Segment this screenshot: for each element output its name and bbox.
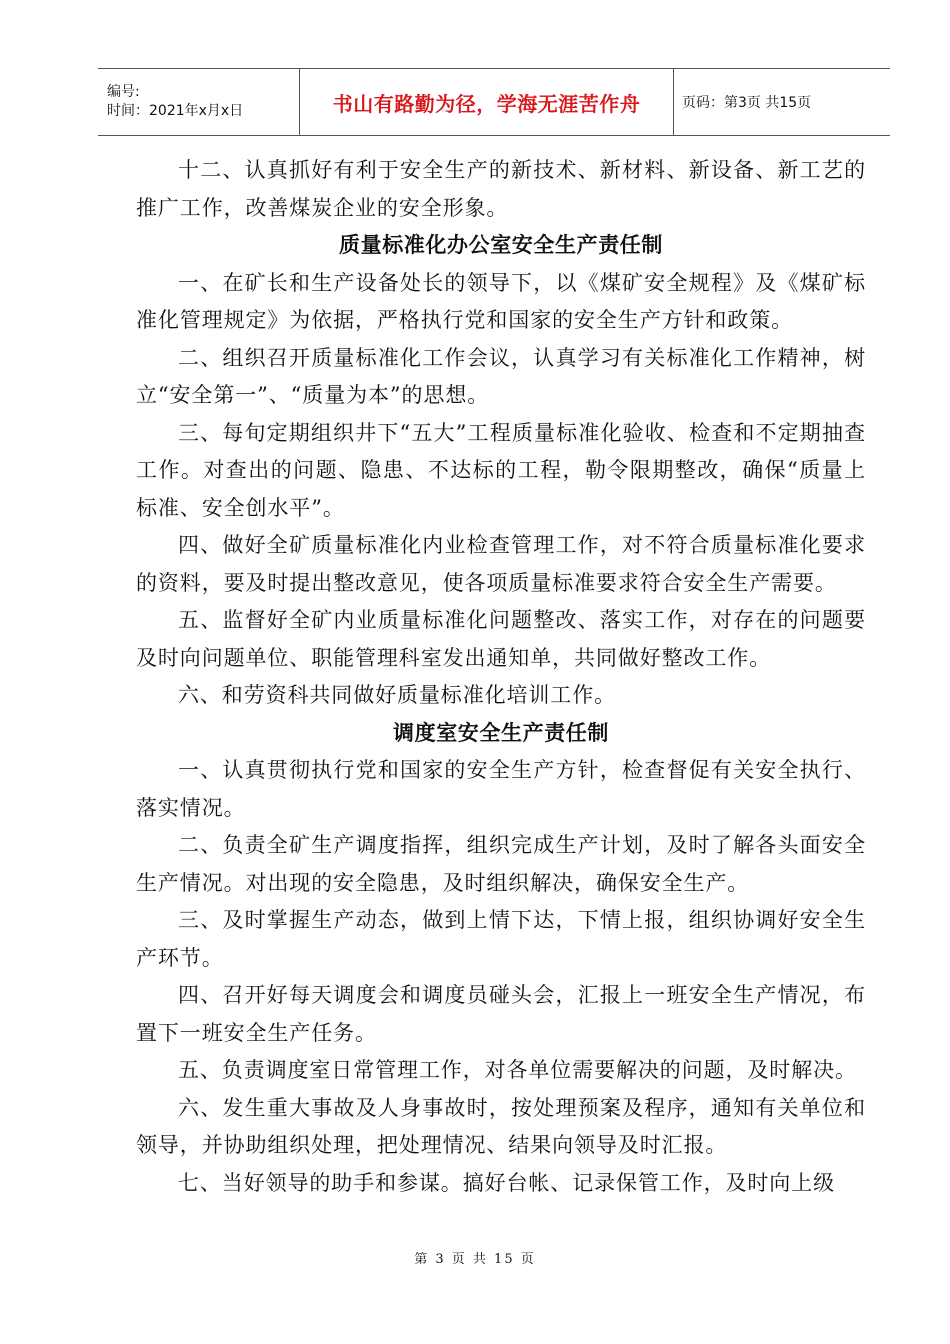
paragraph: 二、负责全矿生产调度指挥，组织完成生产计划，及时了解各头面安全生产情况。对出现的安全隐患，及时组织解决，确保安全生产。 [136,833,866,895]
serial-label: 编号: [107,84,140,100]
paragraph: 五、监督好全矿内业质量标准化问题整改、落实工作，对存在的问题要及时向问题单位、职能管理科室发出通知单，共同做好整改工作。 [136,608,866,670]
paragraph: 七、当好领导的助手和参谋。搞好台帐、记录保管工作，及时向上级 [178,1170,835,1195]
section-heading: 调度室安全生产责任制 [393,720,609,745]
page-header [98,68,890,136]
section-heading: 质量标准化办公室安全生产责任制 [339,233,663,257]
paragraph: 四、召开好每天调度会和调度员碰头会，汇报上一班安全生产情况，布置下一班安全生产任务。 [136,983,866,1045]
header-page-cell [674,69,890,135]
paragraph: 一、在矿长和生产设备处长的领导下，以《煤矿安全规程》及《煤矿标准化管理规定》为依据，严格执行党和国家的安全生产方针和政策。 [136,270,866,332]
paragraph: 六、发生重大事故及人身事故时，按处理预案及程序，通知有关单位和领导，并协助组织处理，把处理情况、结果向领导及时汇报。 [136,1095,866,1157]
motto-text: 书山有路勤为径，学海无涯苦作舟 [332,91,641,116]
date-label: 时间：2021年x月x日 [107,103,244,119]
document-body [136,152,866,1202]
page-info: 页码：第3页 共15页 [682,95,812,111]
paragraph: 四、做好全矿质量标准化内业检查管理工作，对不符合质量标准化要求的资料，要及时提出整改意见，使各项质量标准要求符合安全生产需要。 [136,533,866,595]
paragraph: 三、及时掌握生产动态，做到上情下达，下情上报，组织协调好安全生产环节。 [136,908,866,970]
paragraph: 五、负责调度室日常管理工作，对各单位需要解决的问题，及时解决。 [178,1058,857,1082]
paragraph: 十二、认真抓好有利于安全生产的新技术、新材料、新设备、新工艺的推广工作，改善煤炭企业的安全形象。 [136,158,866,220]
paragraph: 一、认真贯彻执行党和国家的安全生产方针，检查督促有关安全执行、落实情况。 [136,758,866,820]
paragraph: 六、和劳资科共同做好质量标准化培训工作。 [178,683,616,707]
header-left-cell [98,69,300,135]
paragraph: 二、组织召开质量标准化工作会议，认真学习有关标准化工作精神，树立“安全第一”、“质量为本”的思想。 [136,345,866,407]
page-footer: 第 3 页 共 15 页 [414,1252,536,1267]
paragraph: 三、每旬定期组织井下“五大”工程质量标准化验收、检查和不定期抽查工作。对查出的问题、隐患、不达标的工程，勒令限期整改，确保“质量上标准、安全创水平”。 [136,420,866,520]
header-motto-cell [300,69,674,135]
